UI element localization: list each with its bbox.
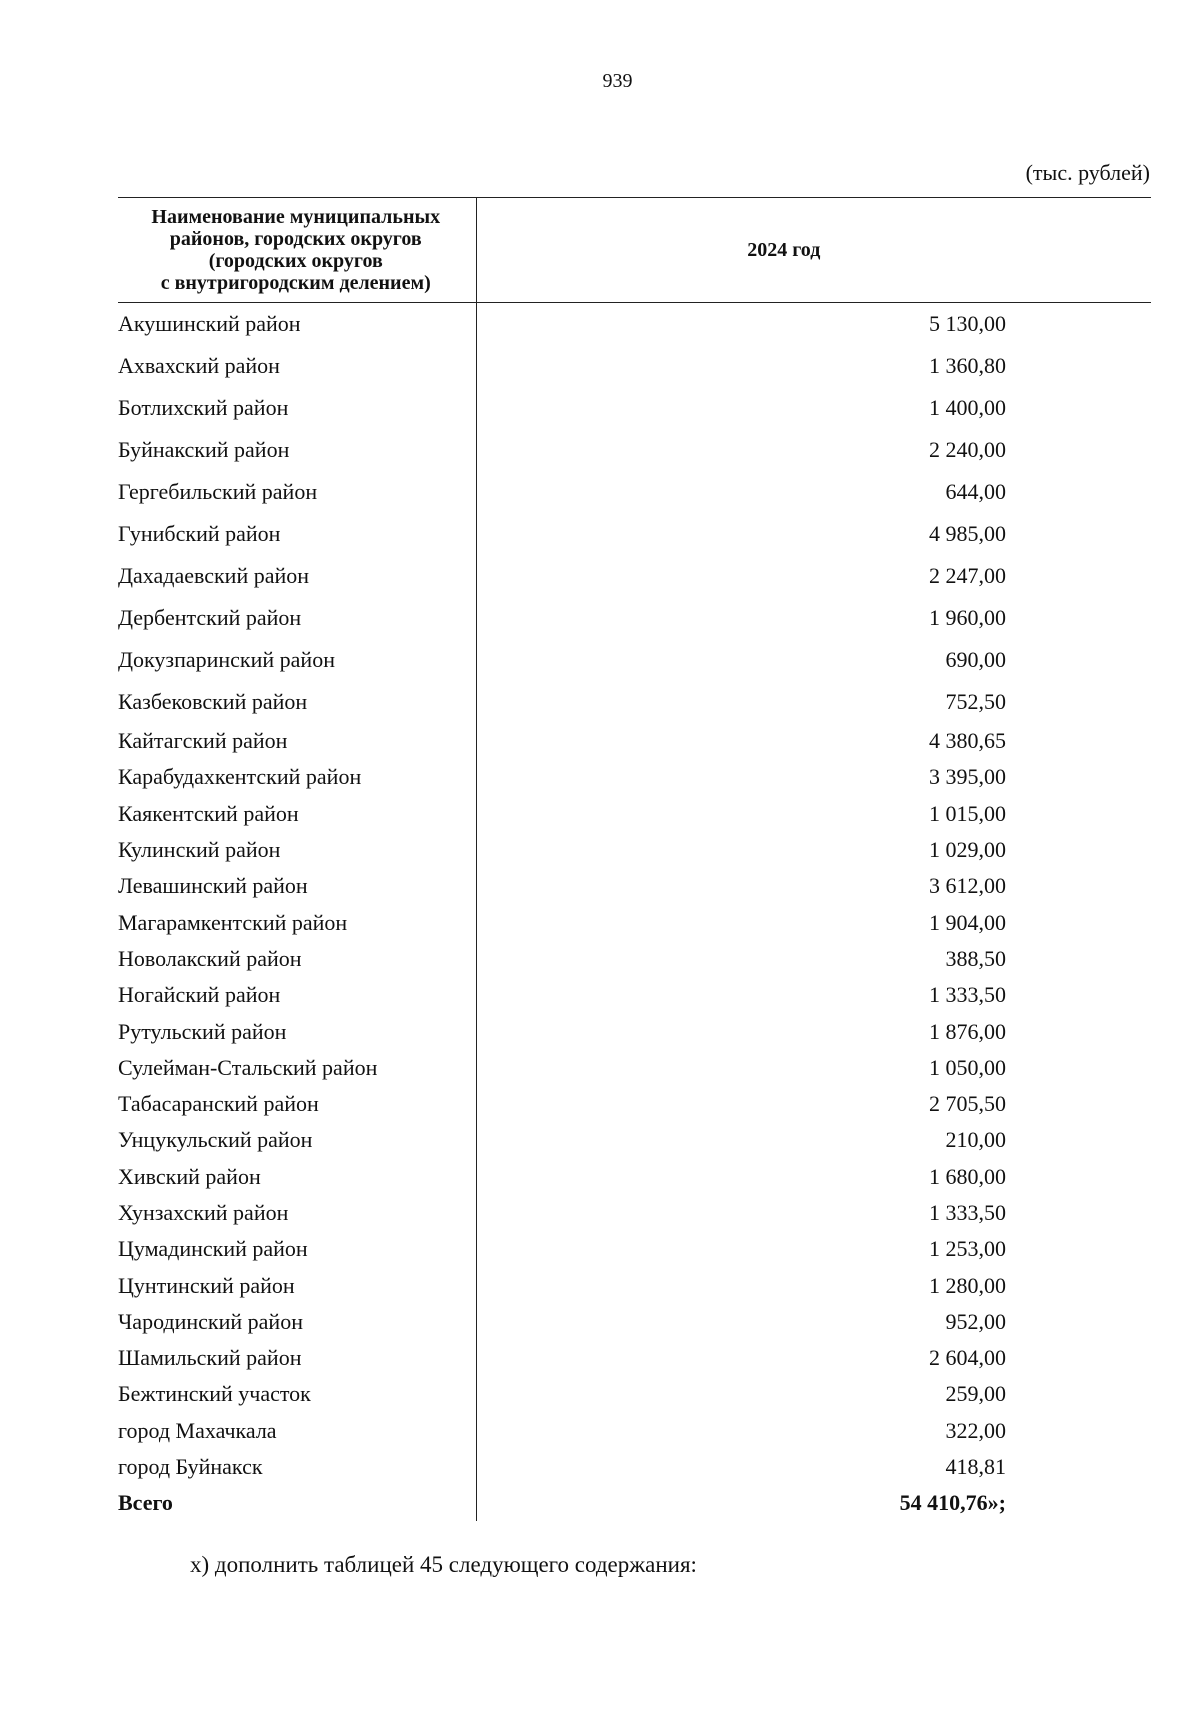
amount-value: 752,50	[945, 689, 1006, 714]
municipality-name: Хивский район	[118, 1159, 476, 1195]
amount-value: 2 240,00	[929, 437, 1006, 462]
table-row	[118, 303, 1151, 346]
header-name-line: с внутригородским делением)	[160, 272, 431, 294]
amount-value: 1 400,00	[929, 395, 1006, 420]
municipality-name: Каякентский район	[118, 796, 476, 832]
municipality-name: Казбековский район	[118, 681, 476, 723]
total-value: 54 410,76»;	[899, 1490, 1006, 1516]
table-row	[118, 387, 1151, 429]
amount-value: 2 604,00	[929, 1345, 1006, 1371]
table-row	[118, 1376, 1151, 1412]
municipality-name: Цумадинский район	[118, 1231, 476, 1267]
amount-value: 3 395,00	[929, 764, 1006, 790]
table-row	[118, 1086, 1151, 1122]
amount-value: 1 015,00	[929, 800, 1006, 826]
municipality-name: Гергебильский район	[118, 471, 476, 513]
table-row	[118, 1195, 1151, 1231]
amount-value: 690,00	[945, 647, 1006, 672]
budget-table	[118, 197, 1151, 1521]
amount-value: 388,50	[945, 945, 1006, 971]
municipality-name: город Буйнакск	[118, 1449, 476, 1485]
table-row	[118, 759, 1151, 795]
amount-value: 1 050,00	[929, 1054, 1006, 1080]
table-row	[118, 345, 1151, 387]
municipality-name: Ахвахский район	[118, 345, 476, 387]
header-year: 2024 год	[476, 198, 1151, 303]
municipality-name: Ботлихский район	[118, 387, 476, 429]
municipality-name: Цунтинский район	[118, 1267, 476, 1303]
table-row	[118, 1050, 1151, 1086]
amount-value: 2 705,50	[929, 1091, 1006, 1117]
table-row	[118, 1159, 1151, 1195]
amount-value: 1 253,00	[929, 1236, 1006, 1262]
amount-value: 210,00	[945, 1127, 1006, 1153]
municipality-name: Рутульский район	[118, 1013, 476, 1049]
table-row	[118, 723, 1151, 759]
table-row	[118, 868, 1151, 904]
table-row	[118, 904, 1151, 940]
municipality-name: Ногайский район	[118, 977, 476, 1013]
amount-value: 1 333,50	[929, 982, 1006, 1008]
table-row	[118, 1413, 1151, 1449]
amount-value: 1 680,00	[929, 1163, 1006, 1189]
amount-value: 259,00	[945, 1381, 1006, 1407]
table-row	[118, 832, 1151, 868]
municipality-name: Чародинский район	[118, 1304, 476, 1340]
municipality-name: Кулинский район	[118, 832, 476, 868]
municipality-name: Шамильский район	[118, 1340, 476, 1376]
table-row	[118, 597, 1151, 639]
table-row	[118, 555, 1151, 597]
municipality-name: Табасаранский район	[118, 1086, 476, 1122]
amount-value: 1 876,00	[929, 1018, 1006, 1044]
table-row	[118, 639, 1151, 681]
amount-value: 4 380,65	[929, 728, 1006, 754]
municipality-name: Хунзахский район	[118, 1195, 476, 1231]
amount-value: 1 904,00	[929, 909, 1006, 935]
municipality-name: Новолакский район	[118, 941, 476, 977]
table-total-row	[118, 1485, 1151, 1521]
table-row	[118, 1304, 1151, 1340]
header-name-line: (городских округов	[208, 250, 383, 272]
amount-value: 1 029,00	[929, 837, 1006, 863]
municipality-name: Карабудахкентский район	[118, 759, 476, 795]
table-row	[118, 471, 1151, 513]
table-row	[118, 1340, 1151, 1376]
table-row	[118, 429, 1151, 471]
amount-value: 952,00	[945, 1308, 1006, 1334]
municipality-name: Левашинский район	[118, 868, 476, 904]
table-row	[118, 1013, 1151, 1049]
header-name-line: районов, городских округов	[169, 228, 422, 250]
table-row	[118, 1122, 1151, 1158]
budget-table-container	[118, 197, 1151, 1521]
amount-value: 4 985,00	[929, 521, 1006, 546]
amount-value: 418,81	[945, 1454, 1006, 1480]
amount-value: 1 960,00	[929, 605, 1006, 630]
table-header-row	[118, 198, 1151, 303]
municipality-name: Кайтагский район	[118, 723, 476, 759]
table-row	[118, 1231, 1151, 1267]
municipality-name: Буйнакский район	[118, 429, 476, 471]
table-row	[118, 977, 1151, 1013]
municipality-name: Магарамкентский район	[118, 904, 476, 940]
amount-value: 1 280,00	[929, 1272, 1006, 1298]
municipality-name: город Махачкала	[118, 1413, 476, 1449]
amount-value: 1 360,80	[929, 353, 1006, 378]
amount-value: 322,00	[945, 1417, 1006, 1443]
page-number: 939	[602, 70, 633, 92]
municipality-name: Акушинский район	[118, 303, 476, 346]
units-label: (тыс. рублей)	[1025, 160, 1150, 185]
amount-value: 644,00	[945, 479, 1006, 504]
table-row	[118, 681, 1151, 723]
municipality-name: Докузпаринский район	[118, 639, 476, 681]
footer-note: х) дополнить таблицей 45 следующего содержания:	[190, 1552, 697, 1577]
table-row	[118, 513, 1151, 555]
municipality-name: Сулейман-Стальский район	[118, 1050, 476, 1086]
table-row	[118, 1267, 1151, 1303]
municipality-name: Гунибский район	[118, 513, 476, 555]
table-row	[118, 796, 1151, 832]
amount-value: 2 247,00	[929, 563, 1006, 588]
table-body	[118, 303, 1151, 1522]
municipality-name: Бежтинский участок	[118, 1376, 476, 1412]
municipality-name: Дербентский район	[118, 597, 476, 639]
table-row	[118, 941, 1151, 977]
amount-value: 3 612,00	[929, 873, 1006, 899]
total-label: Всего	[118, 1485, 476, 1521]
municipality-name: Дахадаевский район	[118, 555, 476, 597]
amount-value: 1 333,50	[929, 1200, 1006, 1225]
amount-value: 5 130,00	[929, 311, 1006, 336]
municipality-name: Унцукульский район	[118, 1122, 476, 1158]
table-row	[118, 1449, 1151, 1485]
header-name-line: Наименование муниципальных	[151, 206, 441, 228]
header-municipality-name	[118, 198, 476, 303]
